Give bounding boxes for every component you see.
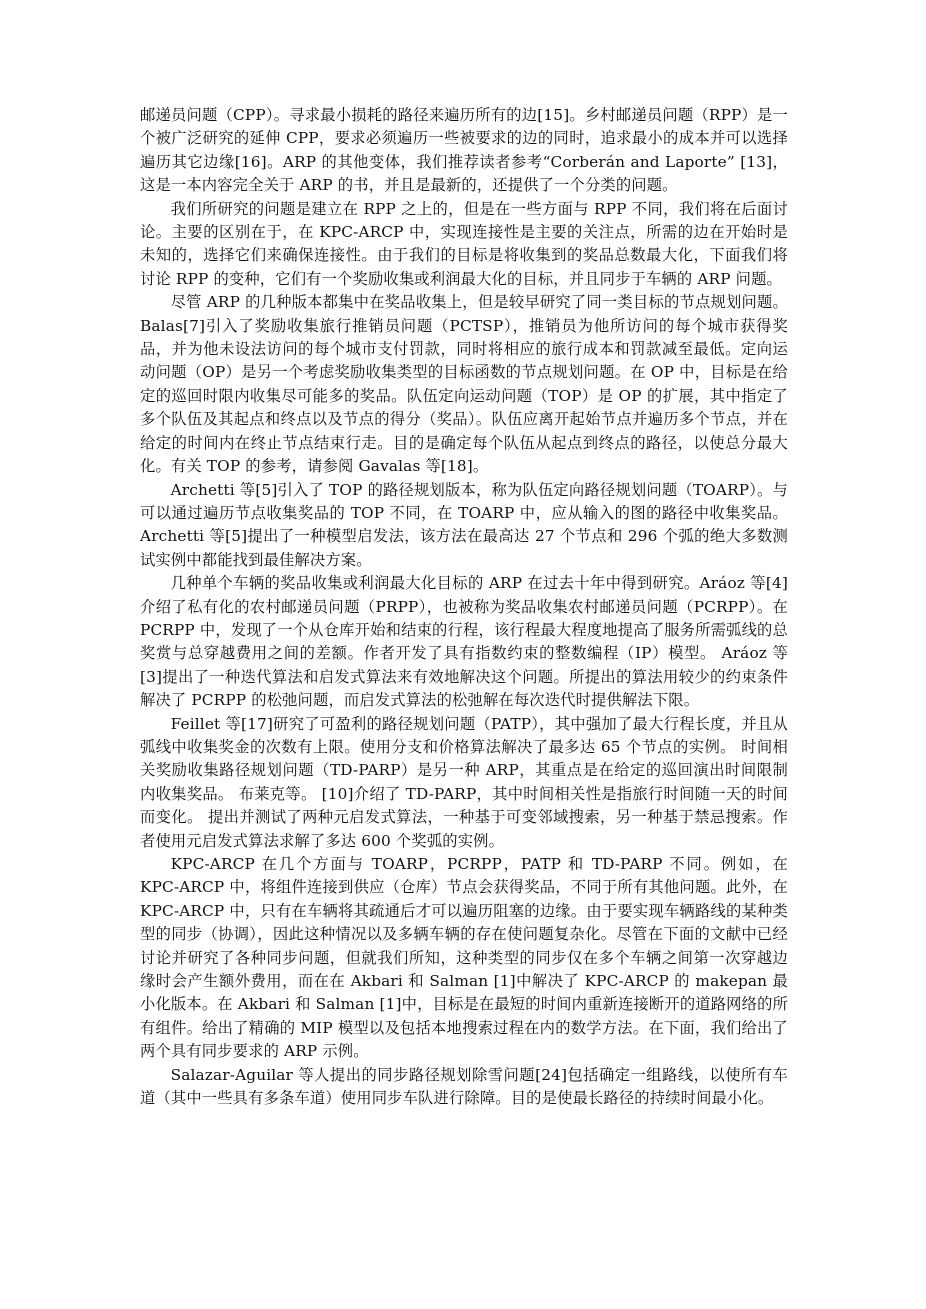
paragraph: 邮递员问题（CPP）。寻求最小损耗的路径来遍历所有的边[15]。乡村邮递员问题（RPP）是一个被广泛研究的延伸 CPP，要求必须遍历一些被要求的边的同时，追求最小的成本并可以选择遍历其它边缘[16]。ARP 的其他变体，我们推荐读者参考“Corberán and Laporte” [13]，这是一本内容完全关于 ARP 的书，并且是最新的，还提供了一个分类的问题。 [140,106,788,195]
paragraph: 我们所研究的问题是建立在 RPP 之上的，但是在一些方面与 RPP 不同，我们将在后面讨论。主要的区别在于，在 KPC-ARCP 中，实现连接性是主要的关注点，所需的边在开始时是未知的，选择它们来确保连接性。由于我们的目标是将收集到的奖品总数最大化，下面我们将讨论 RPP 的变种，它们有一个奖励收集或利润最大化的目标，并且同步于车辆的 ARP 问题。 [140,199,788,288]
paragraph: Salazar-Aguilar 等人提出的同步路径规划除雪问题[24]包括确定一组路线，以使所有车道（其中一些具有多条车道）使用同步车队进行除障。目的是使最长路径的持续时间最小化。 [140,1065,788,1108]
paragraph: 几种单个车辆的奖品收集或利润最大化目标的 ARP 在过去十年中得到研究。Aráoz 等[4]介绍了私有化的农村邮递员问题（PRPP），也被称为奖品收集农村邮递员问题（PCRPP）。在 PCRPP 中，发现了一个从仓库开始和结束的行程，该行程最大程度地提高了服务所需弧线的总奖赏与总穿越费用之间的差额。作者开发了具有指数约束的整数编程（IP）模型。 Aráoz 等[3]提出了一种迭代算法和启发式算法来有效地解决这个问题。所提出的算法用较少的约束条件解决了 PCRPP 的松弛问题，而启发式算法的松弛解在每次迭代时提供解法下限。 [140,574,788,710]
paragraph: 尽管 ARP 的几种版本都集中在奖品收集上，但是较早研究了同一类目标的节点规划问题。 Balas[7]引入了奖励收集旅行推销员问题（PCTSP），推销员为他所访问的每个城市获得奖品，并为他未设法访问的每个城市支付罚款，同时将相应的旅行成本和罚款减至最低。定向运动问题（OP）是另一个考虑奖励收集类型的目标函数的节点规划问题。在 OP 中，目标是在给定的巡回时限内收集尽可能多的奖品。队伍定向运动问题（TOP）是 OP 的扩展，其中指定了多个队伍及其起点和终点以及节点的得分（奖品）。队伍应离开起始节点并遍历多个节点，并在给定的时间内在终止节点结束行走。目的是确定每个队伍从起点到终点的路径，以使总分最大化。有关 TOP 的参考，请参阅 Gavalas 等[18]。 [140,293,788,476]
document-body [140,104,788,1110]
paragraph: Feillet 等[17]研究了可盈利的路径规划问题（PATP），其中强加了最大行程长度，并且从弧线中收集奖金的次数有上限。使用分支和价格算法解决了最多达 65 个节点的实例。 时间相关奖励收集路径规划问题（TD-PARP）是另一种 ARP，其重点是在给定的巡回演出时间限制内收集奖品。 布莱克等。 [10]介绍了 TD-PARP，其中时间相关性是指旅行时间随一天的时间而变化。 提出并测试了两种元启发式算法，一种基于可变邻域搜索，另一种基于禁忌搜索。作者使用元启发式算法求解了多达 600 个奖弧的实例。 [140,714,788,850]
paragraph: KPC-ARCP 在几个方面与 TOARP，PCRPP，PATP 和 TD-PARP 不同。例如，在 KPC-ARCP 中，将组件连接到供应（仓库）节点会获得奖品，不同于所有其他问题。此外，在 KPC-ARCP 中，只有在车辆将其疏通后才可以遍历阻塞的边缘。由于要实现车辆路线的某种类型的同步（协调），因此这种情况以及多辆车辆的存在使问题复杂化。尽管在下面的文献中已经讨论并研究了各种同步问题，但就我们所知，这种类型的同步仅在多个车辆之间第一次穿越边缘时会产生额外费用，而在在 Akbari 和 Salman [1]中解决了 KPC-ARCP 的 makepan 最小化版本。在 Akbari 和 Salman [1]中，目标是在最短的时间内重新连接断开的道路网络的所有组件。给出了精确的 MIP 模型以及包括本地搜索过程在内的数学方法。在下面，我们给出了两个具有同步要求的 ARP 示例。 [140,855,788,1061]
paragraph: Archetti 等[5]引入了 TOP 的路径规划版本，称为队伍定向路径规划问题（TOARP）。与可以通过遍历节点收集奖品的 TOP 不同，在 TOARP 中，应从输入的图的路径中收集奖品。Archetti 等[5]提出了一种模型启发法，该方法在最高达 27 个节点和 296 个弧的绝大多数测试实例中都能找到最佳解决方案。 [140,480,788,569]
